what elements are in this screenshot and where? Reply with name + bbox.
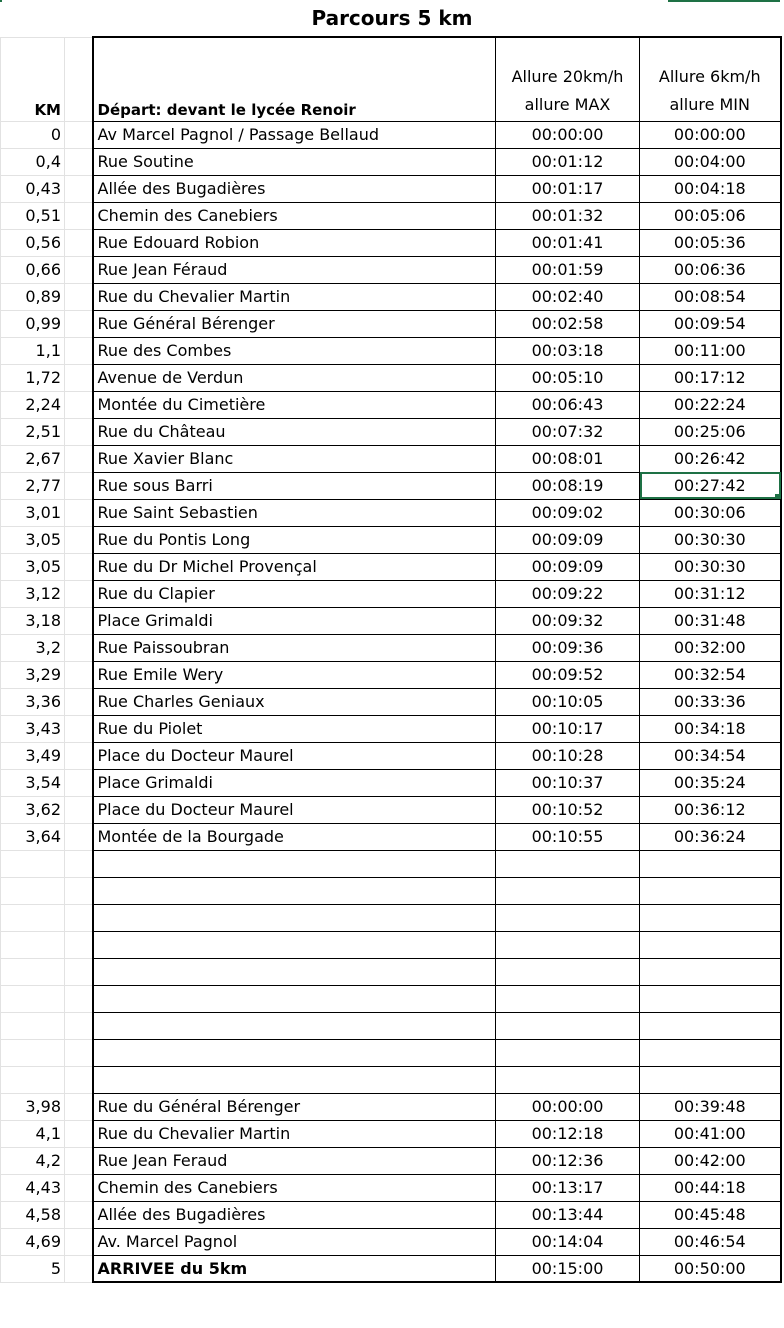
spacer-cell[interactable] xyxy=(65,1120,93,1147)
min-pace-cell[interactable]: 00:34:54 xyxy=(640,742,781,769)
table-row xyxy=(1,418,781,445)
street-cell[interactable]: Place Grimaldi xyxy=(93,607,496,634)
table-row xyxy=(1,256,781,283)
spacer-cell[interactable] xyxy=(65,499,93,526)
table-row xyxy=(1,148,781,175)
spacer-cell[interactable] xyxy=(65,1093,93,1120)
max-pace-cell[interactable] xyxy=(496,1012,640,1039)
max-pace-cell[interactable]: 00:10:05 xyxy=(496,688,640,715)
street-cell[interactable]: Rue Jean Feraud xyxy=(93,1147,496,1174)
max-pace-cell[interactable] xyxy=(496,1066,640,1093)
table-row xyxy=(1,472,781,499)
max-pace-cell[interactable]: 00:13:44 xyxy=(496,1201,640,1228)
spacer-cell[interactable] xyxy=(65,1147,93,1174)
street-cell[interactable]: Rue des Combes xyxy=(93,337,496,364)
spacer-cell[interactable] xyxy=(65,607,93,634)
spacer-cell[interactable] xyxy=(65,796,93,823)
max-pace-cell[interactable]: 00:10:52 xyxy=(496,796,640,823)
km-cell[interactable]: 3,43 xyxy=(1,715,65,742)
spacer-cell[interactable] xyxy=(65,715,93,742)
header-min-line1: Allure 6km/h xyxy=(658,66,761,86)
table-row xyxy=(1,877,781,904)
fill-handle[interactable] xyxy=(775,494,781,500)
max-pace-cell[interactable] xyxy=(496,1039,640,1066)
spacer-cell[interactable] xyxy=(65,1201,93,1228)
min-pace-cell[interactable] xyxy=(640,1039,781,1066)
street-cell[interactable]: Rue du Pontis Long xyxy=(93,526,496,553)
max-pace-cell[interactable]: 00:02:40 xyxy=(496,283,640,310)
spacer-cell[interactable] xyxy=(65,931,93,958)
spacer-cell[interactable] xyxy=(65,364,93,391)
table-row xyxy=(1,1093,781,1120)
street-cell[interactable]: Allée des Bugadières xyxy=(93,1201,496,1228)
max-pace-cell[interactable] xyxy=(496,904,640,931)
km-cell[interactable]: 2,24 xyxy=(1,391,65,418)
max-pace-cell[interactable]: 00:06:43 xyxy=(496,391,640,418)
min-pace-cell[interactable]: 00:31:12 xyxy=(640,580,781,607)
street-cell[interactable] xyxy=(93,958,496,985)
table-row xyxy=(1,1255,781,1282)
max-pace-cell[interactable]: 00:03:18 xyxy=(496,337,640,364)
min-pace-cell[interactable]: 00:17:12 xyxy=(640,364,781,391)
km-cell[interactable] xyxy=(1,1066,65,1093)
header-min-pace[interactable] xyxy=(640,37,781,121)
km-cell[interactable] xyxy=(1,904,65,931)
max-pace-cell[interactable]: 00:09:52 xyxy=(496,661,640,688)
table-row xyxy=(1,121,781,148)
street-cell[interactable]: Montée de la Bourgade xyxy=(93,823,496,850)
street-cell[interactable]: Allée des Bugadières xyxy=(93,175,496,202)
max-pace-cell[interactable]: 00:01:32 xyxy=(496,202,640,229)
table-row xyxy=(1,364,781,391)
street-cell[interactable]: Chemin des Canebiers xyxy=(93,202,496,229)
km-cell[interactable]: 3,62 xyxy=(1,796,65,823)
km-cell[interactable]: 0,56 xyxy=(1,229,65,256)
table-row xyxy=(1,553,781,580)
spacer-cell[interactable] xyxy=(65,823,93,850)
max-pace-cell[interactable]: 00:05:10 xyxy=(496,364,640,391)
km-cell[interactable]: 4,69 xyxy=(1,1228,65,1255)
max-pace-cell[interactable]: 00:00:00 xyxy=(496,1093,640,1120)
table-row xyxy=(1,310,781,337)
street-cell[interactable]: Rue Xavier Blanc xyxy=(93,445,496,472)
street-cell[interactable]: Rue Paissoubran xyxy=(93,634,496,661)
street-cell[interactable] xyxy=(93,877,496,904)
street-cell[interactable]: Rue du Clapier xyxy=(93,580,496,607)
spacer-cell[interactable] xyxy=(65,175,93,202)
spacer-cell[interactable] xyxy=(65,472,93,499)
table-row xyxy=(1,607,781,634)
street-cell[interactable]: Place du Docteur Maurel xyxy=(93,796,496,823)
max-pace-cell[interactable]: 00:12:36 xyxy=(496,1147,640,1174)
min-pace-cell[interactable]: 00:44:18 xyxy=(640,1174,781,1201)
max-pace-cell[interactable]: 00:09:09 xyxy=(496,553,640,580)
route-table xyxy=(0,36,782,1283)
min-pace-cell[interactable]: 00:09:54 xyxy=(640,310,781,337)
max-pace-cell[interactable]: 00:09:09 xyxy=(496,526,640,553)
table-row xyxy=(1,283,781,310)
table-row xyxy=(1,337,781,364)
km-cell[interactable]: 3,18 xyxy=(1,607,65,634)
min-pace-cell[interactable]: 00:32:00 xyxy=(640,634,781,661)
spacer-cell[interactable] xyxy=(65,283,93,310)
spacer-cell[interactable] xyxy=(65,877,93,904)
max-pace-cell[interactable]: 00:10:55 xyxy=(496,823,640,850)
min-pace-cell[interactable]: 00:30:06 xyxy=(640,499,781,526)
min-pace-cell[interactable]: 00:00:00 xyxy=(640,121,781,148)
street-cell[interactable]: Chemin des Canebiers xyxy=(93,1174,496,1201)
km-cell[interactable]: 1,72 xyxy=(1,364,65,391)
spacer-cell[interactable] xyxy=(65,526,93,553)
km-cell[interactable]: 3,01 xyxy=(1,499,65,526)
max-pace-cell[interactable] xyxy=(496,877,640,904)
min-pace-cell[interactable]: 00:36:24 xyxy=(640,823,781,850)
km-cell[interactable]: 3,49 xyxy=(1,742,65,769)
spacer-cell[interactable] xyxy=(65,958,93,985)
km-cell[interactable] xyxy=(1,877,65,904)
selection-edge-top-right xyxy=(668,0,780,2)
street-cell[interactable]: Rue du Dr Michel Provençal xyxy=(93,553,496,580)
km-cell[interactable]: 4,43 xyxy=(1,1174,65,1201)
street-cell[interactable] xyxy=(93,1066,496,1093)
street-cell[interactable]: Rue Saint Sebastien xyxy=(93,499,496,526)
min-pace-cell[interactable] xyxy=(640,985,781,1012)
header-row xyxy=(1,37,781,121)
max-pace-cell[interactable]: 00:10:37 xyxy=(496,769,640,796)
min-pace-cell[interactable]: 00:45:48 xyxy=(640,1201,781,1228)
table-row xyxy=(1,1174,781,1201)
km-cell[interactable] xyxy=(1,1012,65,1039)
table-row xyxy=(1,1147,781,1174)
km-cell[interactable] xyxy=(1,850,65,877)
km-cell[interactable]: 0,89 xyxy=(1,283,65,310)
selected-cell[interactable]: 00:27:42 xyxy=(640,472,781,499)
header-min-line2: allure MIN xyxy=(669,94,750,114)
street-cell[interactable] xyxy=(93,985,496,1012)
max-pace-cell[interactable]: 00:10:28 xyxy=(496,742,640,769)
table-row xyxy=(1,1039,781,1066)
min-pace-cell[interactable]: 00:08:54 xyxy=(640,283,781,310)
table-row xyxy=(1,499,781,526)
max-pace-cell[interactable]: 00:01:59 xyxy=(496,256,640,283)
km-cell[interactable]: 0,51 xyxy=(1,202,65,229)
max-pace-cell[interactable]: 00:09:22 xyxy=(496,580,640,607)
table-row xyxy=(1,1012,781,1039)
street-cell[interactable]: Av. Marcel Pagnol xyxy=(93,1228,496,1255)
max-pace-cell[interactable] xyxy=(496,958,640,985)
km-cell[interactable]: 0,43 xyxy=(1,175,65,202)
km-cell[interactable] xyxy=(1,1039,65,1066)
header-street[interactable]: Départ: devant le lycée Renoir xyxy=(93,37,496,121)
street-cell[interactable] xyxy=(93,931,496,958)
street-cell[interactable] xyxy=(93,1039,496,1066)
min-pace-cell[interactable] xyxy=(640,1066,781,1093)
km-cell[interactable]: 4,58 xyxy=(1,1201,65,1228)
street-cell[interactable] xyxy=(93,850,496,877)
spacer-cell[interactable] xyxy=(65,337,93,364)
max-pace-cell[interactable]: 00:12:18 xyxy=(496,1120,640,1147)
km-cell[interactable]: 3,2 xyxy=(1,634,65,661)
spacer-cell[interactable] xyxy=(65,1066,93,1093)
min-pace-cell[interactable]: 00:05:36 xyxy=(640,229,781,256)
max-pace-cell[interactable]: 00:09:32 xyxy=(496,607,640,634)
min-pace-cell[interactable]: 00:34:18 xyxy=(640,715,781,742)
min-pace-cell[interactable]: 00:46:54 xyxy=(640,1228,781,1255)
table-row xyxy=(1,175,781,202)
min-pace-cell[interactable]: 00:36:12 xyxy=(640,796,781,823)
table-row xyxy=(1,526,781,553)
spacer-cell[interactable] xyxy=(65,580,93,607)
spacer-cell[interactable] xyxy=(65,1228,93,1255)
spacer-cell[interactable] xyxy=(65,850,93,877)
street-cell[interactable] xyxy=(93,1012,496,1039)
min-pace-cell[interactable]: 00:05:06 xyxy=(640,202,781,229)
spacer-cell[interactable] xyxy=(65,769,93,796)
min-pace-cell[interactable] xyxy=(640,958,781,985)
street-cell[interactable]: Place Grimaldi xyxy=(93,769,496,796)
km-cell[interactable] xyxy=(1,931,65,958)
km-cell[interactable]: 2,77 xyxy=(1,472,65,499)
max-pace-cell[interactable] xyxy=(496,985,640,1012)
max-pace-cell[interactable]: 00:02:58 xyxy=(496,310,640,337)
min-pace-cell[interactable] xyxy=(640,850,781,877)
min-pace-cell[interactable]: 00:50:00 xyxy=(640,1255,781,1282)
min-pace-cell[interactable]: 00:42:00 xyxy=(640,1147,781,1174)
sheet-title[interactable]: Parcours 5 km xyxy=(311,6,473,30)
km-cell[interactable]: 0,99 xyxy=(1,310,65,337)
table-row xyxy=(1,850,781,877)
table-row xyxy=(1,742,781,769)
spacer-cell[interactable] xyxy=(65,688,93,715)
spacer-cell[interactable] xyxy=(65,985,93,1012)
spacer-cell[interactable] xyxy=(65,634,93,661)
table-row xyxy=(1,445,781,472)
max-pace-cell[interactable]: 00:01:12 xyxy=(496,148,640,175)
min-pace-cell[interactable]: 00:04:18 xyxy=(640,175,781,202)
min-pace-cell[interactable]: 00:22:24 xyxy=(640,391,781,418)
spacer-cell[interactable] xyxy=(65,742,93,769)
min-pace-cell[interactable]: 00:31:48 xyxy=(640,607,781,634)
km-cell[interactable]: 3,36 xyxy=(1,688,65,715)
street-cell[interactable]: Rue Charles Geniaux xyxy=(93,688,496,715)
table-row xyxy=(1,1120,781,1147)
min-pace-cell[interactable]: 00:35:24 xyxy=(640,769,781,796)
km-cell[interactable]: 0,66 xyxy=(1,256,65,283)
max-pace-cell[interactable]: 00:07:32 xyxy=(496,418,640,445)
table-row xyxy=(1,1201,781,1228)
street-cell[interactable]: Av Marcel Pagnol / Passage Bellaud xyxy=(93,121,496,148)
km-cell[interactable]: 3,98 xyxy=(1,1093,65,1120)
table-row xyxy=(1,391,781,418)
max-pace-cell[interactable]: 00:14:04 xyxy=(496,1228,640,1255)
min-pace-cell[interactable]: 00:11:00 xyxy=(640,337,781,364)
max-pace-cell[interactable]: 00:10:17 xyxy=(496,715,640,742)
table-row xyxy=(1,1066,781,1093)
table-row xyxy=(1,958,781,985)
max-pace-cell[interactable] xyxy=(496,850,640,877)
street-cell[interactable]: Rue Général Bérenger xyxy=(93,310,496,337)
table-row xyxy=(1,1228,781,1255)
spacer-cell[interactable] xyxy=(65,256,93,283)
km-cell[interactable] xyxy=(1,958,65,985)
header-max-pace[interactable] xyxy=(496,37,640,121)
min-pace-cell[interactable]: 00:41:00 xyxy=(640,1120,781,1147)
street-cell[interactable]: Place du Docteur Maurel xyxy=(93,742,496,769)
street-cell[interactable]: Rue sous Barri xyxy=(93,472,496,499)
max-pace-cell[interactable]: 00:15:00 xyxy=(496,1255,640,1282)
table-row xyxy=(1,769,781,796)
max-pace-cell[interactable]: 00:08:01 xyxy=(496,445,640,472)
table-row xyxy=(1,823,781,850)
spacer-cell[interactable] xyxy=(65,904,93,931)
table-row xyxy=(1,715,781,742)
table-row xyxy=(1,904,781,931)
spacer-cell[interactable] xyxy=(65,661,93,688)
header-km[interactable]: KM xyxy=(1,37,65,121)
spacer-cell[interactable] xyxy=(65,202,93,229)
table-row xyxy=(1,688,781,715)
min-pace-cell[interactable] xyxy=(640,1012,781,1039)
min-pace-cell[interactable] xyxy=(640,877,781,904)
km-cell[interactable]: 4,1 xyxy=(1,1120,65,1147)
min-pace-cell[interactable]: 00:33:36 xyxy=(640,688,781,715)
min-pace-cell[interactable]: 00:04:00 xyxy=(640,148,781,175)
max-pace-cell[interactable]: 00:09:36 xyxy=(496,634,640,661)
street-cell[interactable]: Rue du Chevalier Martin xyxy=(93,1120,496,1147)
km-cell[interactable]: 3,05 xyxy=(1,553,65,580)
km-cell[interactable]: 4,2 xyxy=(1,1147,65,1174)
street-cell[interactable]: Rue Edouard Robion xyxy=(93,229,496,256)
km-cell[interactable] xyxy=(1,985,65,1012)
street-cell[interactable]: Rue du Château xyxy=(93,418,496,445)
min-pace-cell[interactable] xyxy=(640,931,781,958)
spacer-cell[interactable] xyxy=(65,1012,93,1039)
table-row xyxy=(1,580,781,607)
max-pace-cell[interactable]: 00:08:19 xyxy=(496,472,640,499)
street-cell[interactable] xyxy=(93,904,496,931)
street-cell[interactable]: Rue Emile Wery xyxy=(93,661,496,688)
spacer-cell[interactable] xyxy=(65,310,93,337)
min-pace-cell[interactable]: 00:25:06 xyxy=(640,418,781,445)
min-pace-cell[interactable]: 00:39:48 xyxy=(640,1093,781,1120)
km-cell[interactable]: 3,64 xyxy=(1,823,65,850)
km-cell[interactable]: 0,4 xyxy=(1,148,65,175)
table-row xyxy=(1,229,781,256)
spacer-cell[interactable] xyxy=(65,418,93,445)
spacer-cell[interactable] xyxy=(65,121,93,148)
street-cell[interactable]: Rue Jean Féraud xyxy=(93,256,496,283)
min-pace-cell[interactable] xyxy=(640,904,781,931)
street-cell[interactable]: Rue Soutine xyxy=(93,148,496,175)
selection-edge-top xyxy=(0,0,2,2)
max-pace-cell[interactable]: 00:00:00 xyxy=(496,121,640,148)
km-cell[interactable]: 5 xyxy=(1,1255,65,1282)
header-max-line2: allure MAX xyxy=(524,94,611,114)
max-pace-cell[interactable] xyxy=(496,931,640,958)
street-cell[interactable]: Montée du Cimetière xyxy=(93,391,496,418)
km-cell[interactable]: 1,1 xyxy=(1,337,65,364)
max-pace-cell[interactable]: 00:01:17 xyxy=(496,175,640,202)
km-cell[interactable]: 2,67 xyxy=(1,445,65,472)
street-cell[interactable]: Rue du Chevalier Martin xyxy=(93,283,496,310)
street-cell[interactable]: Avenue de Verdun xyxy=(93,364,496,391)
spacer-cell[interactable] xyxy=(65,229,93,256)
km-cell[interactable]: 3,05 xyxy=(1,526,65,553)
spacer-cell[interactable] xyxy=(65,553,93,580)
km-cell[interactable]: 3,29 xyxy=(1,661,65,688)
min-pace-cell[interactable]: 00:06:36 xyxy=(640,256,781,283)
km-cell[interactable]: 3,54 xyxy=(1,769,65,796)
street-cell[interactable]: ARRIVEE du 5km xyxy=(93,1255,496,1282)
spacer-cell[interactable] xyxy=(65,37,93,121)
table-row xyxy=(1,634,781,661)
table-row xyxy=(1,985,781,1012)
table-row xyxy=(1,202,781,229)
header-max-line1: Allure 20km/h xyxy=(511,66,624,86)
street-cell[interactable]: Rue du Général Bérenger xyxy=(93,1093,496,1120)
max-pace-cell[interactable]: 00:01:41 xyxy=(496,229,640,256)
km-cell[interactable]: 3,12 xyxy=(1,580,65,607)
spacer-cell[interactable] xyxy=(65,391,93,418)
spacer-cell[interactable] xyxy=(65,1174,93,1201)
min-pace-cell[interactable]: 00:32:54 xyxy=(640,661,781,688)
km-cell[interactable]: 2,51 xyxy=(1,418,65,445)
table-row xyxy=(1,661,781,688)
street-cell[interactable]: Rue du Piolet xyxy=(93,715,496,742)
table-row xyxy=(1,796,781,823)
spacer-cell[interactable] xyxy=(65,445,93,472)
max-pace-cell[interactable]: 00:13:17 xyxy=(496,1174,640,1201)
min-pace-cell[interactable]: 00:26:42 xyxy=(640,445,781,472)
spacer-cell[interactable] xyxy=(65,148,93,175)
km-cell[interactable]: 0 xyxy=(1,121,65,148)
min-pace-cell[interactable]: 00:30:30 xyxy=(640,553,781,580)
table-row xyxy=(1,931,781,958)
max-pace-cell[interactable]: 00:09:02 xyxy=(496,499,640,526)
min-pace-cell[interactable]: 00:30:30 xyxy=(640,526,781,553)
spacer-cell[interactable] xyxy=(65,1039,93,1066)
spacer-cell[interactable] xyxy=(65,1255,93,1282)
